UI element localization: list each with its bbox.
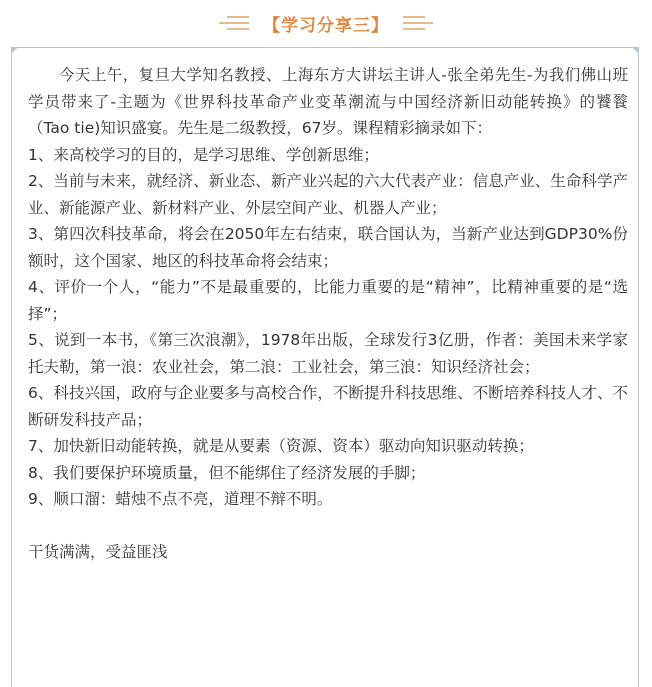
list-item: 7、加快新旧动能转换，就是从要素（资源、资本）驱动向知识驱动转换；: [28, 437, 534, 455]
section-title: 【学习分享三】: [263, 15, 389, 36]
paragraph-spacer: [28, 513, 628, 540]
list-item: 8、我们要保护环境质量，但不能绑住了经济发展的手脚；: [28, 463, 426, 482]
list-item: 4、评价一个人，“能力”不是最重要的，比能力重要的是“精神”，比精神重要的是“选择”；: [28, 278, 628, 323]
list-item: 6、科技兴国，政府与企业要多与高校合作，不断提升科技思维、不断培养科技人才、不断研发科技产品；: [28, 384, 628, 429]
corner-decoration-top-left: [11, 47, 18, 54]
section-title-bar: [0, 8, 652, 38]
list-item: 1、来高校学习的目的，是学习思维、学创新思维；: [28, 145, 379, 164]
list-item: 3、第四次科技革命，将会在2050年左右结束，联合国认为，当新产业达到GDP30%份额时，这个国家、地区的科技革命将会结束；: [28, 225, 628, 270]
closing-line: 干货满满，受益匪浅: [28, 543, 168, 561]
corner-decoration-top-right: [632, 47, 639, 54]
article-body: [28, 62, 628, 566]
title-decoration-left: [219, 16, 249, 30]
list-item: 5、说到一本书，《第三次浪潮》，1978年出版，全球发行3亿册，作者：美国未来学家 托夫勒，第一浪：农业社会，第二浪：工业社会，第三浪：知识经济社会；: [28, 331, 628, 376]
title-decoration-right: [403, 16, 433, 30]
intro-paragraph: 今天上午，复旦大学知名教授、上海东方大讲坛主讲人-张全弟先生-为我们佛山班学员带来了-主题为《世界科技革命产业变革潮流与中国经济新旧动能转换》的饕餮（Tao tie)知识盛宴。先生是二级教授，67岁。课程精彩摘录如下：: [28, 66, 628, 137]
content-box: [11, 47, 639, 687]
list-item: 2、当前与未来，就经济、新业态、新产业兴起的六大代表产业：信息产业、生命科学产业、新能源产业、新材料产业、外层空间产业、机器人产业；: [28, 172, 628, 217]
list-item: 9、顺口溜：蜡烛不点不亮，道理不辩不明。: [28, 490, 333, 508]
